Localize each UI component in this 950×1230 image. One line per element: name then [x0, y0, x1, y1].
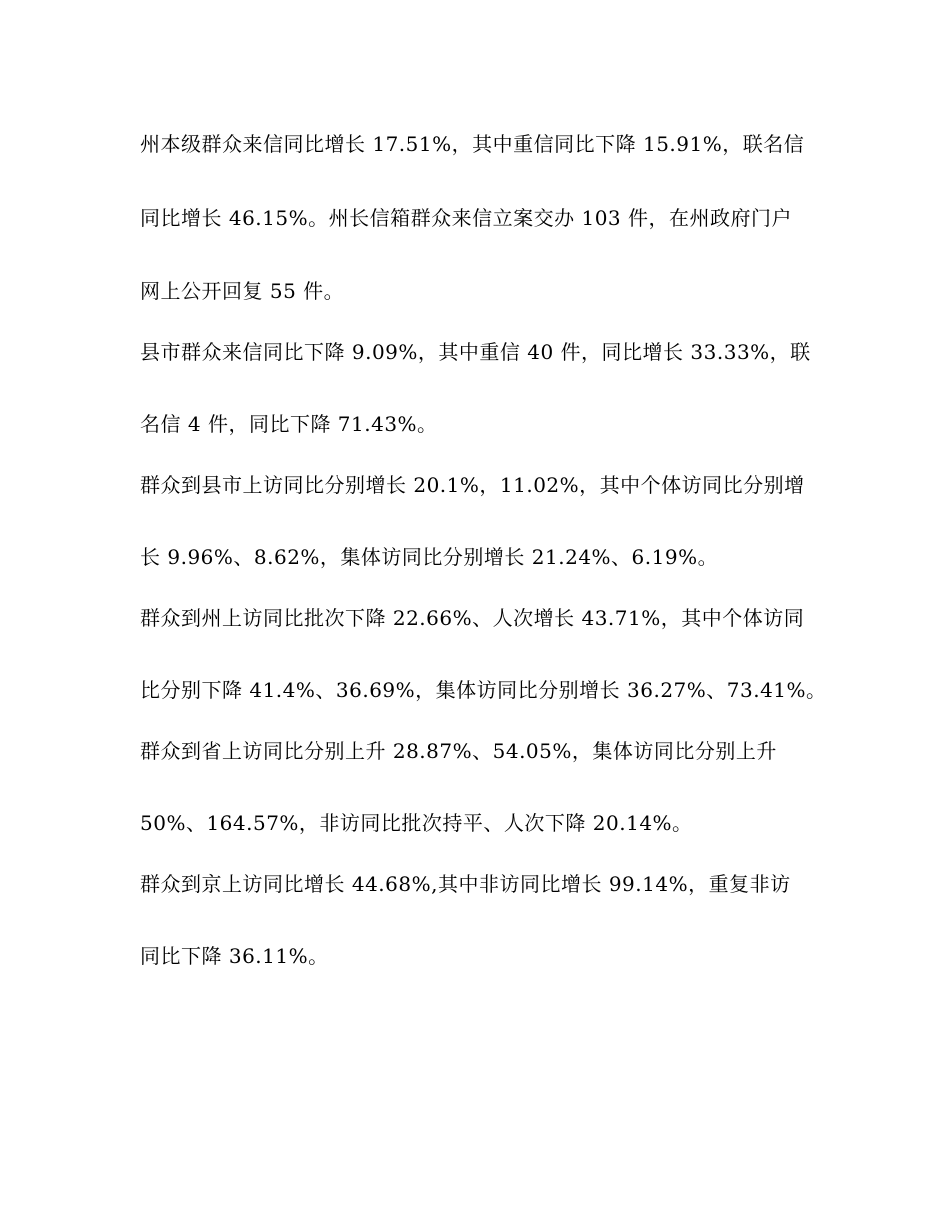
paragraph-5-line-2: 50%、164.57%，非访同比批次持平、人次下降 20.14%。	[140, 811, 693, 835]
paragraph-6-line-2: 同比下降 36.11%。	[140, 944, 329, 968]
paragraph-5-line-1: 群众到省上访同比分别上升 28.87%、54.05%，集体访同比分别上升	[140, 739, 777, 763]
paragraph-3-line-2: 长 9.96%、8.62%，集体访同比分别增长 21.24%、6.19%。	[140, 545, 719, 569]
paragraph-1-line-2: 同比增长 46.15%。州长信箱群众来信立案交办 103 件，在州政府门户	[140, 206, 793, 230]
paragraph-2-line-2: 名信 4 件，同比下降 71.43%。	[140, 412, 438, 436]
paragraph-1-line-1: 州本级群众来信同比增长 17.51%，其中重信同比下降 15.91%，联名信	[140, 132, 805, 156]
paragraph-3-line-1: 群众到县市上访同比分别增长 20.1%，11.02%，其中个体访同比分别增	[140, 473, 805, 497]
paragraph-2-line-1: 县市群众来信同比下降 9.09%，其中重信 40 件，同比增长 33.33%，联	[140, 340, 811, 364]
paragraph-1-line-3: 网上公开回复 55 件。	[140, 279, 345, 303]
paragraph-4-line-2: 比分别下降 41.4%、36.69%，集体访同比分别增长 36.27%、73.41%。	[140, 678, 827, 702]
paragraph-4-line-1: 群众到州上访同比批次下降 22.66%、人次增长 43.71%，其中个体访同	[140, 606, 805, 630]
paragraph-6-line-1: 群众到京上访同比增长 44.68%,其中非访同比增长 99.14%，重复非访	[140, 872, 791, 896]
